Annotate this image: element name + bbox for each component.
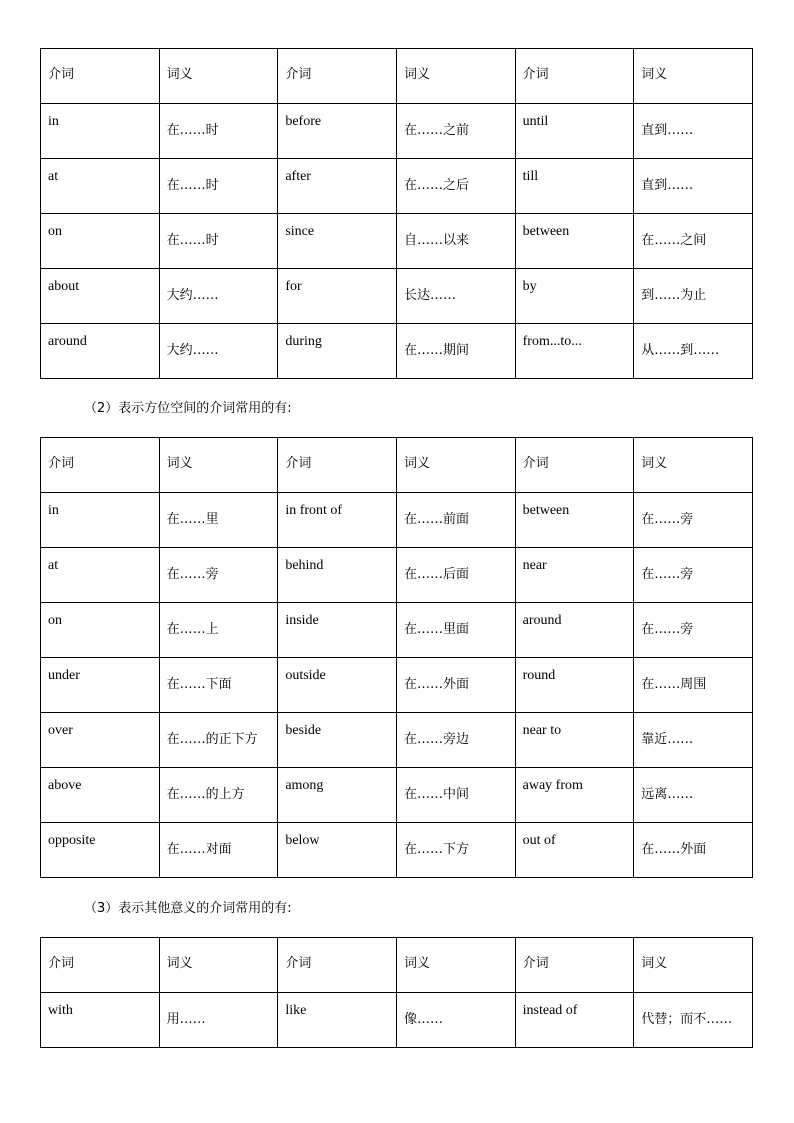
meaning-cell: 在……外面 xyxy=(634,823,753,878)
preposition-cell: over xyxy=(41,713,160,768)
preposition-cell: among xyxy=(278,768,397,823)
preposition-cell: by xyxy=(515,269,634,324)
meaning-cell: 在……的上方 xyxy=(159,768,278,823)
section-3-caption: （3）表示其他意义的介词常用的有: xyxy=(84,901,292,916)
meaning-cell: 在……后面 xyxy=(396,548,515,603)
preposition-cell: between xyxy=(515,214,634,269)
meaning-cell: 大约…… xyxy=(159,269,278,324)
header-cell: 词义 xyxy=(396,438,515,493)
meaning-cell: 在……外面 xyxy=(396,658,515,713)
header-cell: 介词 xyxy=(41,938,160,993)
header-cell: 词义 xyxy=(634,49,753,104)
meaning-cell: 在……之后 xyxy=(396,159,515,214)
table-row xyxy=(41,768,753,823)
meaning-cell: 在……时 xyxy=(159,104,278,159)
meaning-cell: 在……时 xyxy=(159,214,278,269)
meaning-cell: 在……的正下方 xyxy=(159,713,278,768)
preposition-cell: in xyxy=(41,104,160,159)
table-row xyxy=(41,548,753,603)
meaning-cell: 在……里面 xyxy=(396,603,515,658)
meaning-cell: 在……之间 xyxy=(634,214,753,269)
table-row xyxy=(41,159,753,214)
meaning-cell: 在……旁 xyxy=(159,548,278,603)
meaning-cell: 直到…… xyxy=(634,104,753,159)
table-row xyxy=(41,493,753,548)
table-row xyxy=(41,104,753,159)
preposition-cell: around xyxy=(515,603,634,658)
table-row xyxy=(41,324,753,379)
preposition-cell: near xyxy=(515,548,634,603)
meaning-cell: 在……下面 xyxy=(159,658,278,713)
header-cell: 介词 xyxy=(278,938,397,993)
preposition-cell: away from xyxy=(515,768,634,823)
preposition-cell: below xyxy=(278,823,397,878)
meaning-cell: 在……上 xyxy=(159,603,278,658)
meaning-cell: 在……之前 xyxy=(396,104,515,159)
preposition-cell: near to xyxy=(515,713,634,768)
header-cell: 介词 xyxy=(278,49,397,104)
preposition-cell: inside xyxy=(278,603,397,658)
header-cell: 词义 xyxy=(396,938,515,993)
header-cell: 词义 xyxy=(159,438,278,493)
preposition-cell: at xyxy=(41,159,160,214)
preposition-cell: after xyxy=(278,159,397,214)
preposition-cell: in xyxy=(41,493,160,548)
section-2-caption: （2）表示方位空间的介词常用的有: xyxy=(84,401,292,416)
table-row xyxy=(41,993,753,1048)
meaning-cell: 在……时 xyxy=(159,159,278,214)
preposition-cell: until xyxy=(515,104,634,159)
table-row xyxy=(41,713,753,768)
table-row xyxy=(41,214,753,269)
header-cell: 词义 xyxy=(634,938,753,993)
header-cell: 词义 xyxy=(159,938,278,993)
preposition-cell: at xyxy=(41,548,160,603)
preposition-cell: with xyxy=(41,993,160,1048)
preposition-cell: round xyxy=(515,658,634,713)
meaning-cell: 自……以来 xyxy=(396,214,515,269)
preposition-cell: on xyxy=(41,603,160,658)
meaning-cell: 在……旁边 xyxy=(396,713,515,768)
table-header-row xyxy=(41,438,753,493)
preposition-cell: around xyxy=(41,324,160,379)
header-cell: 词义 xyxy=(634,438,753,493)
meaning-cell: 在……对面 xyxy=(159,823,278,878)
table-row xyxy=(41,603,753,658)
preposition-cell: about xyxy=(41,269,160,324)
preposition-cell: from...to... xyxy=(515,324,634,379)
table-row xyxy=(41,658,753,713)
header-cell: 词义 xyxy=(159,49,278,104)
preposition-cell: between xyxy=(515,493,634,548)
preposition-cell: under xyxy=(41,658,160,713)
preposition-cell: out of xyxy=(515,823,634,878)
preposition-cell: in front of xyxy=(278,493,397,548)
preposition-cell: during xyxy=(278,324,397,379)
meaning-cell: 用…… xyxy=(159,993,278,1048)
preposition-cell: instead of xyxy=(515,993,634,1048)
place-prepositions-table xyxy=(40,437,753,878)
preposition-cell: outside xyxy=(278,658,397,713)
preposition-cell: behind xyxy=(278,548,397,603)
meaning-cell: 远离…… xyxy=(634,768,753,823)
meaning-cell: 长达…… xyxy=(396,269,515,324)
preposition-cell: on xyxy=(41,214,160,269)
meaning-cell: 像…… xyxy=(396,993,515,1048)
table-header-row xyxy=(41,938,753,993)
preposition-cell: for xyxy=(278,269,397,324)
meaning-cell: 到……为止 xyxy=(634,269,753,324)
meaning-cell: 在……前面 xyxy=(396,493,515,548)
table-header-row xyxy=(41,49,753,104)
header-cell: 介词 xyxy=(278,438,397,493)
other-prepositions-table xyxy=(40,937,753,1048)
meaning-cell: 大约…… xyxy=(159,324,278,379)
meaning-cell: 在……里 xyxy=(159,493,278,548)
preposition-cell: before xyxy=(278,104,397,159)
preposition-cell: opposite xyxy=(41,823,160,878)
meaning-cell: 在……旁 xyxy=(634,493,753,548)
header-cell: 介词 xyxy=(41,438,160,493)
meaning-cell: 代替；而不…… xyxy=(634,993,753,1048)
preposition-cell: till xyxy=(515,159,634,214)
meaning-cell: 在……周围 xyxy=(634,658,753,713)
table-row xyxy=(41,823,753,878)
meaning-cell: 直到…… xyxy=(634,159,753,214)
header-cell: 介词 xyxy=(515,49,634,104)
header-cell: 介词 xyxy=(515,938,634,993)
preposition-cell: since xyxy=(278,214,397,269)
meaning-cell: 从……到…… xyxy=(634,324,753,379)
header-cell: 词义 xyxy=(396,49,515,104)
time-prepositions-table xyxy=(40,48,753,379)
header-cell: 介词 xyxy=(515,438,634,493)
preposition-cell: like xyxy=(278,993,397,1048)
preposition-cell: above xyxy=(41,768,160,823)
meaning-cell: 在……旁 xyxy=(634,548,753,603)
table-row xyxy=(41,269,753,324)
meaning-cell: 在……下方 xyxy=(396,823,515,878)
meaning-cell: 在……旁 xyxy=(634,603,753,658)
header-cell: 介词 xyxy=(41,49,160,104)
meaning-cell: 靠近…… xyxy=(634,713,753,768)
meaning-cell: 在……中间 xyxy=(396,768,515,823)
preposition-cell: beside xyxy=(278,713,397,768)
meaning-cell: 在……期间 xyxy=(396,324,515,379)
